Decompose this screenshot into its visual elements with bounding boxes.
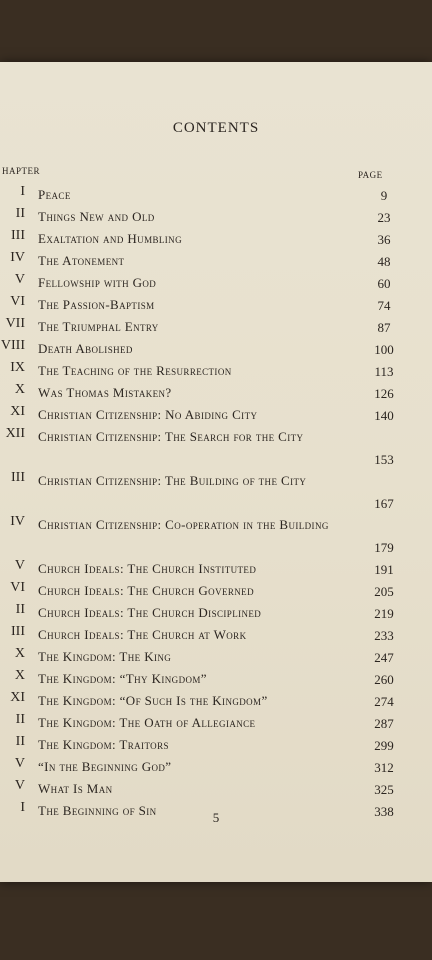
chapter-title: Exaltation and Humbling xyxy=(38,231,182,246)
page-column-label: PAGE xyxy=(358,170,383,180)
page-number: 325 xyxy=(374,782,394,797)
page-number: 48 xyxy=(377,254,391,269)
chapter-title: Christian Citizenship: The Search for the City xyxy=(38,429,304,444)
toc-entry xyxy=(0,514,432,558)
book-page xyxy=(0,62,432,882)
chapter-title: Death Abolished xyxy=(38,341,133,356)
page-number: 153 xyxy=(374,452,394,467)
chapter-number: VII xyxy=(5,316,25,331)
chapter-title: The Teaching of the Resurrection xyxy=(38,363,232,378)
chapter-title: Christian Citizenship: The Building of the City xyxy=(38,473,307,488)
page-number: 167 xyxy=(374,496,394,511)
chapter-title: Christian Citizenship: No Abiding City xyxy=(38,407,258,422)
chapter-title: Church Ideals: The Church Instituted xyxy=(38,561,257,576)
toc-entry xyxy=(0,426,432,470)
chapter-title: “In the Beginning God” xyxy=(38,759,172,774)
toc-entry xyxy=(0,580,432,602)
toc-entry xyxy=(0,228,432,250)
chapter-number: V xyxy=(14,558,25,573)
chapter-number: II xyxy=(15,712,25,727)
footer-page-number: 5 xyxy=(212,810,220,825)
toc-entry xyxy=(0,602,432,624)
toc-entry xyxy=(0,690,432,712)
page-number: 36 xyxy=(377,232,391,247)
page-number: 179 xyxy=(374,540,394,555)
toc-entry xyxy=(0,382,432,404)
toc-entry xyxy=(0,316,432,338)
toc-entry xyxy=(0,250,432,272)
page-number: 299 xyxy=(374,738,394,753)
page-number: 100 xyxy=(374,342,394,357)
contents-title: CONTENTS xyxy=(172,120,260,136)
page-number: 60 xyxy=(377,276,391,291)
toc-entry xyxy=(0,646,432,668)
toc-entry xyxy=(0,470,432,514)
toc-entry xyxy=(0,184,432,206)
toc-entry xyxy=(0,338,432,360)
page-number: 287 xyxy=(374,716,394,731)
chapter-number: I xyxy=(20,800,25,815)
chapter-title: The Triumphal Entry xyxy=(38,319,159,334)
toc-entry xyxy=(0,712,432,734)
page-number: 113 xyxy=(374,364,394,379)
page-number: 126 xyxy=(374,386,394,401)
page-number: 219 xyxy=(374,606,394,621)
chapter-number: V xyxy=(14,778,25,793)
toc-entry xyxy=(0,404,432,426)
page-number: 74 xyxy=(377,298,391,313)
chapter-title: Fellowship with God xyxy=(38,275,157,290)
page-number: 233 xyxy=(374,628,394,643)
chapter-number: III xyxy=(11,470,25,485)
toc-entry xyxy=(0,734,432,756)
toc-entry xyxy=(0,294,432,316)
chapter-number: VI xyxy=(10,294,25,309)
chapter-number: X xyxy=(14,668,25,683)
toc-entry xyxy=(0,624,432,646)
chapter-title: Peace xyxy=(38,187,71,202)
toc-entry xyxy=(0,360,432,382)
chapter-number: IV xyxy=(10,250,25,265)
toc-entry xyxy=(0,272,432,294)
chapter-title: Church Ideals: The Church Governed xyxy=(38,583,254,598)
chapter-title: Church Ideals: The Church Disciplined xyxy=(38,605,262,620)
toc-list xyxy=(0,184,432,822)
toc-entry xyxy=(0,756,432,778)
chapter-number: V xyxy=(14,272,25,287)
chapter-number: II xyxy=(15,206,25,221)
page-number: 338 xyxy=(374,804,394,819)
chapter-number: XII xyxy=(5,426,25,441)
page-number: 140 xyxy=(374,408,394,423)
chapter-title: The Kingdom: “Thy Kingdom” xyxy=(38,671,207,686)
chapter-title: The Passion-Baptism xyxy=(38,297,155,312)
toc-entry xyxy=(0,206,432,228)
page-number: 23 xyxy=(377,210,391,225)
page-number: 9 xyxy=(380,188,388,203)
chapter-title: The Kingdom: Traitors xyxy=(38,737,169,752)
toc-entry xyxy=(0,558,432,580)
page-number: 87 xyxy=(377,320,391,335)
chapter-number: V xyxy=(14,756,25,771)
chapter-title: What Is Man xyxy=(38,781,113,796)
chapter-number: III xyxy=(11,228,25,243)
chapter-title: Was Thomas Mistaken? xyxy=(38,385,172,400)
chapter-number: IV xyxy=(10,514,25,529)
chapter-title: The Kingdom: The King xyxy=(38,649,172,664)
chapter-title: The Kingdom: The Oath of Allegiance xyxy=(38,715,256,730)
page-number: 247 xyxy=(374,650,394,665)
chapter-title: Church Ideals: The Church at Work xyxy=(38,627,247,642)
chapter-title: The Kingdom: “Of Such Is the Kingdom” xyxy=(38,693,268,708)
page-number: 274 xyxy=(374,694,394,709)
toc-entry xyxy=(0,778,432,800)
chapter-number: II xyxy=(15,602,25,617)
page-number: 260 xyxy=(374,672,394,687)
chapter-title: Things New and Old xyxy=(38,209,155,224)
page-number: 191 xyxy=(374,562,394,577)
chapter-title: The Beginning of Sin xyxy=(38,803,157,818)
chapter-title: The Atonement xyxy=(38,253,125,268)
chapter-number: X xyxy=(14,382,25,397)
page-number: 205 xyxy=(374,584,394,599)
chapter-title: Christian Citizenship: Co-operation in the Building xyxy=(38,517,329,532)
page-number: 312 xyxy=(374,760,394,775)
chapter-number: XI xyxy=(10,404,25,419)
chapter-number: I xyxy=(20,184,25,199)
chapter-number: VI xyxy=(10,580,25,595)
chapter-number: VIII xyxy=(0,338,25,353)
chapter-column-label: HAPTER xyxy=(2,166,41,176)
chapter-number: III xyxy=(11,624,25,639)
toc-entry xyxy=(0,668,432,690)
chapter-number: X xyxy=(14,646,25,661)
chapter-number: IX xyxy=(10,360,25,375)
chapter-number: XI xyxy=(10,690,25,705)
chapter-number: II xyxy=(15,734,25,749)
